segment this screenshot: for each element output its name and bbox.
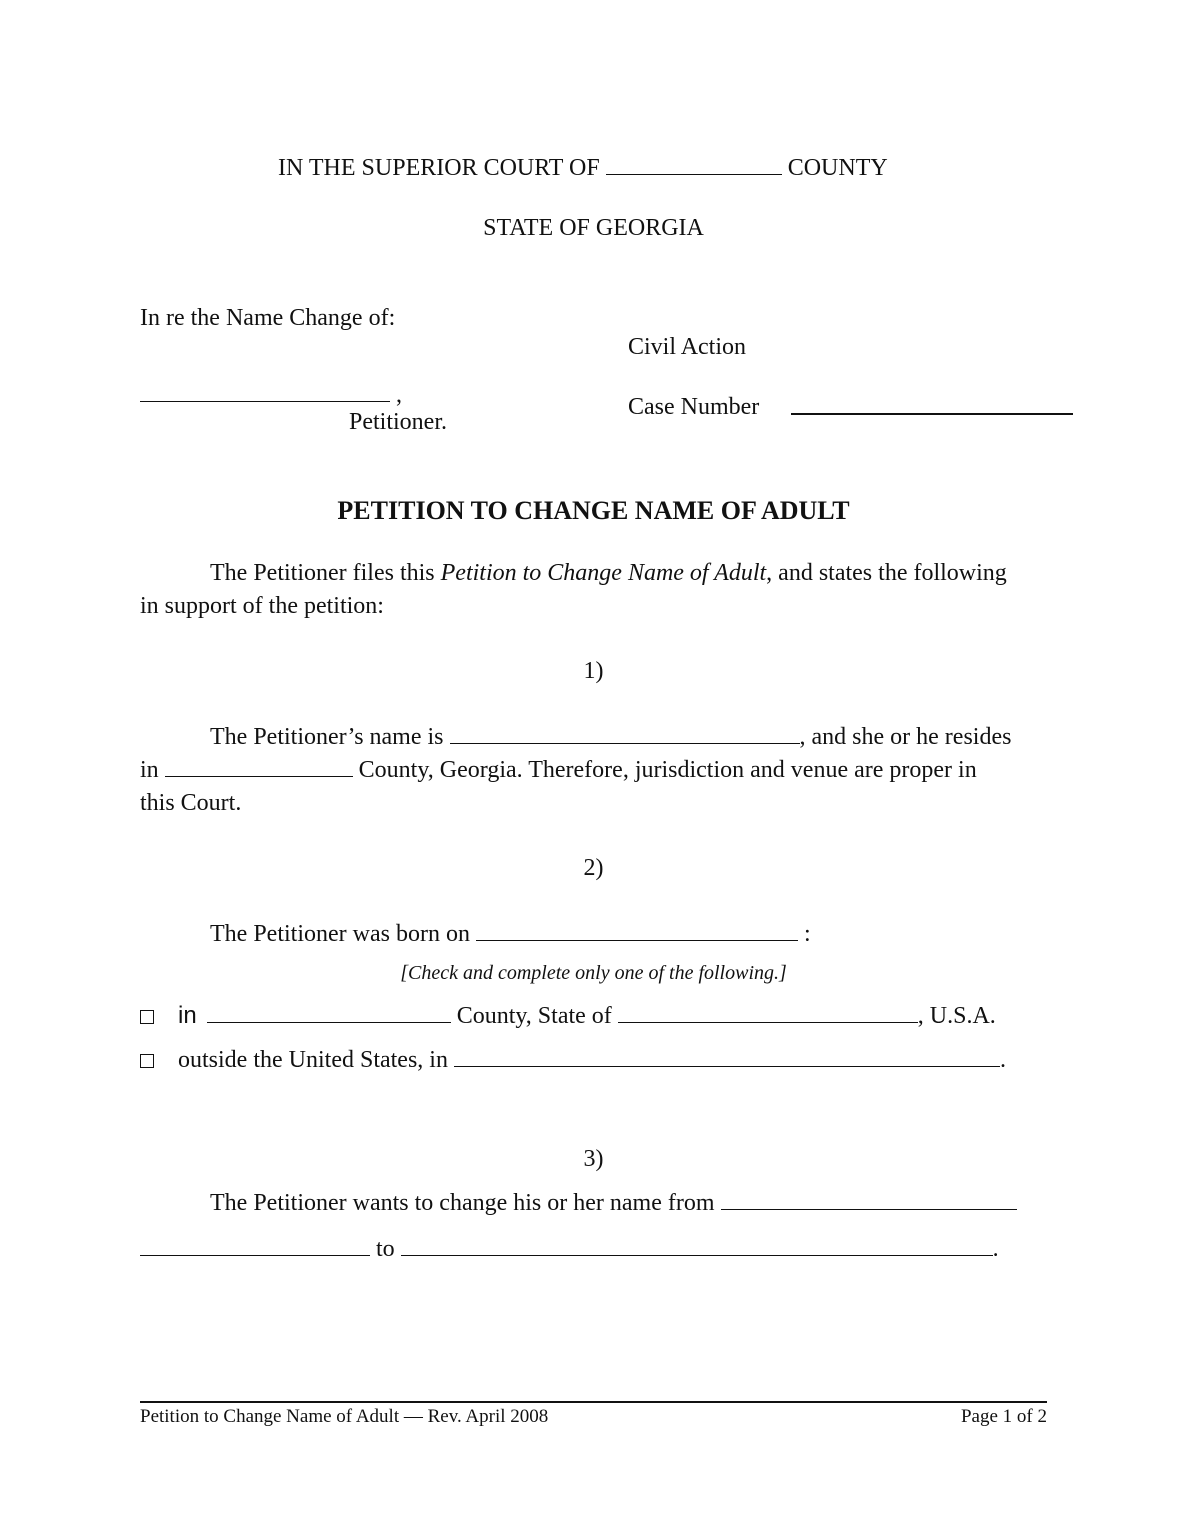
intro-start: The Petitioner files this: [210, 560, 441, 586]
option-1-in: in: [178, 1002, 197, 1029]
section-1-line-2: [140, 754, 977, 786]
court-heading: [278, 152, 888, 184]
in-re-label: In re the Name Change of:: [140, 305, 396, 331]
checkbox-born-us[interactable]: [140, 1010, 154, 1024]
footer-divider: [140, 1401, 1047, 1403]
section-1-in: in: [140, 757, 159, 783]
section-3-line-2: [140, 1233, 999, 1265]
section-1-number: 1): [583, 658, 604, 684]
section-2-number: 2): [583, 855, 604, 881]
intro-italic-title: Petition to Change Name of Adult: [440, 560, 767, 586]
check-instruction: [Check and complete only one of the following.]: [400, 962, 787, 984]
checkbox-born-outside-us[interactable]: [140, 1054, 154, 1068]
option-1-county-state: County, State of: [456, 1003, 612, 1029]
birth-option-us: [140, 1000, 996, 1032]
to-label: to: [376, 1236, 395, 1262]
section-1-jurisdiction: County, Georgia. Therefore, jurisdiction and venue are proper in: [358, 757, 977, 783]
intro-line-1: [210, 557, 1007, 589]
court-heading-suffix: COUNTY: [787, 155, 888, 181]
court-heading-prefix: IN THE SUPERIOR COURT OF: [278, 155, 600, 181]
option-1-usa: , U.S.A.: [917, 1003, 996, 1029]
section-1-resides: , and she or he resides: [799, 724, 1012, 750]
born-on-colon: :: [803, 921, 811, 947]
section-3-line-1: [210, 1187, 1017, 1219]
civil-action-label: Civil Action: [628, 334, 747, 360]
section-1-name-label: The Petitioner’s name is: [210, 724, 444, 750]
case-number-label: Case Number: [628, 394, 760, 420]
document-title: PETITION TO CHANGE NAME OF ADULT: [337, 496, 850, 525]
change-name-label: The Petitioner wants to change his or her name from: [210, 1190, 715, 1216]
birth-date-blank[interactable]: [476, 918, 798, 941]
old-name-blank-part-2[interactable]: [140, 1233, 370, 1256]
residence-county-blank[interactable]: [165, 754, 353, 777]
option-2-period: .: [999, 1047, 1006, 1073]
petitioner-label: Petitioner.: [349, 409, 447, 435]
intro-line-2: in support of the petition:: [140, 593, 384, 619]
current-name-blank[interactable]: [450, 721, 800, 744]
birth-country-blank[interactable]: [454, 1044, 1000, 1067]
born-on-line: [210, 918, 811, 950]
new-name-period: .: [992, 1236, 999, 1262]
born-on-label: The Petitioner was born on: [210, 921, 470, 947]
case-number-blank[interactable]: [791, 413, 1073, 415]
option-2-label: outside the United States, in: [178, 1047, 448, 1073]
section-3-number: 3): [583, 1146, 604, 1172]
footer-page-number: Page 1 of 2: [960, 1406, 1047, 1427]
old-name-blank-part-1[interactable]: [721, 1187, 1017, 1210]
county-blank[interactable]: [606, 152, 782, 175]
petitioner-comma: ,: [396, 382, 402, 408]
new-name-blank[interactable]: [401, 1233, 993, 1256]
section-1-line-3: this Court.: [140, 790, 242, 816]
petitioner-name-blank[interactable]: [140, 379, 390, 402]
birth-state-blank[interactable]: [618, 1000, 918, 1023]
birth-option-foreign: [140, 1044, 1006, 1076]
birth-county-blank[interactable]: [207, 1000, 451, 1023]
footer-form-title: Petition to Change Name of Adult — Rev. April 2008: [140, 1406, 549, 1427]
intro-end: , and states the following: [766, 560, 1007, 586]
section-1-line-1: [210, 721, 1011, 753]
state-heading: STATE OF GEORGIA: [483, 215, 704, 241]
